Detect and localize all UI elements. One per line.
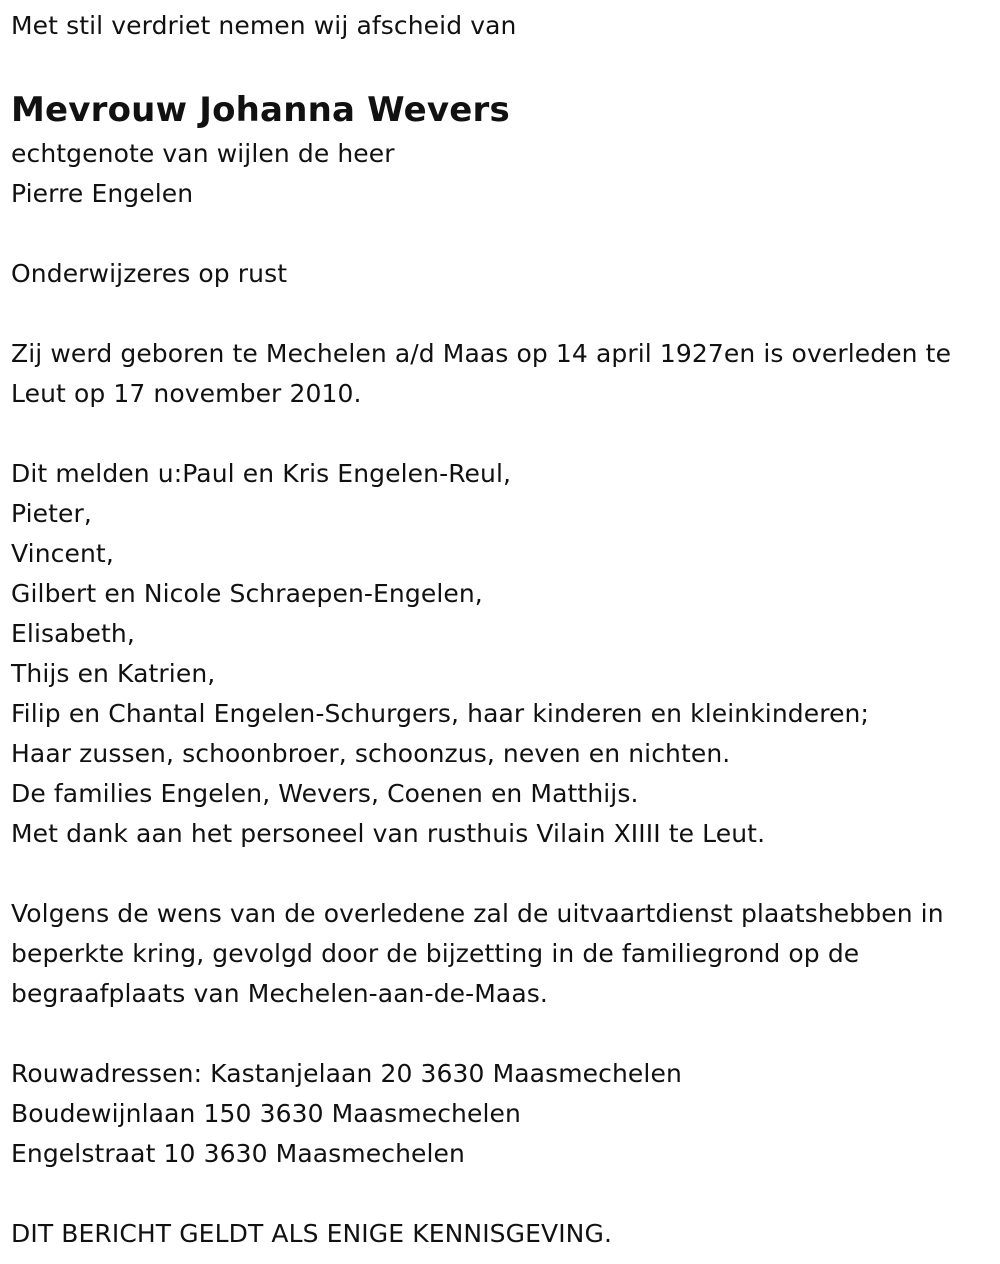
address-line: Boudewijnlaan 150 3630 Maasmechelen	[11, 1099, 521, 1128]
address-line: Engelstraat 10 3630 Maasmechelen	[11, 1139, 465, 1168]
funeral-line: begraafplaats van Mechelen-aan-de-Maas.	[11, 979, 548, 1008]
spouse-line-1: echtgenote van wijlen de heer	[11, 139, 395, 168]
deceased-block	[11, 86, 1000, 214]
intro-text: Met stil verdriet nemen wij afscheid van	[11, 11, 517, 40]
addresses-block	[11, 1054, 1000, 1174]
family-line: Elisabeth,	[11, 619, 135, 648]
birth-death-line-2: Leut op 17 november 2010.	[11, 379, 362, 408]
deceased-name: Mevrouw Johanna Wevers	[11, 90, 510, 130]
spouse-line-2: Pierre Engelen	[11, 179, 194, 208]
funeral-line: beperkte kring, gevolgd door de bijzetting in de familiegrond op de	[11, 939, 860, 968]
family-block	[11, 454, 1000, 854]
family-line: Met dank aan het personeel van rusthuis Vilain XIIII te Leut.	[11, 819, 766, 848]
closing-text: DIT BERICHT GELDT ALS ENIGE KENNISGEVING.	[11, 1219, 612, 1248]
family-line: De families Engelen, Wevers, Coenen en Matthijs.	[11, 779, 639, 808]
family-line: Dit melden u:Paul en Kris Engelen-Reul,	[11, 459, 512, 488]
funeral-line: Volgens de wens van de overledene zal de uitvaartdienst plaatshebben in	[11, 899, 944, 928]
occupation-text: Onderwijzeres op rust	[11, 259, 288, 288]
birth-death-line-1: Zij werd geboren te Mechelen a/d Maas op 14 april 1927en is overleden te	[11, 339, 952, 368]
family-line: Pieter,	[11, 499, 92, 528]
occupation-block	[11, 254, 1000, 294]
funeral-block	[11, 894, 1000, 1014]
family-line: Thijs en Katrien,	[11, 659, 216, 688]
family-line: Haar zussen, schoonbroer, schoonzus, neven en nichten.	[11, 739, 731, 768]
family-line: Filip en Chantal Engelen-Schurgers, haar kinderen en kleinkinderen;	[11, 699, 870, 728]
address-line: Rouwadressen: Kastanjelaan 20 3630 Maasmechelen	[11, 1059, 682, 1088]
family-line: Gilbert en Nicole Schraepen-Engelen,	[11, 579, 483, 608]
birth-death-block	[11, 334, 1000, 414]
family-line: Vincent,	[11, 539, 114, 568]
